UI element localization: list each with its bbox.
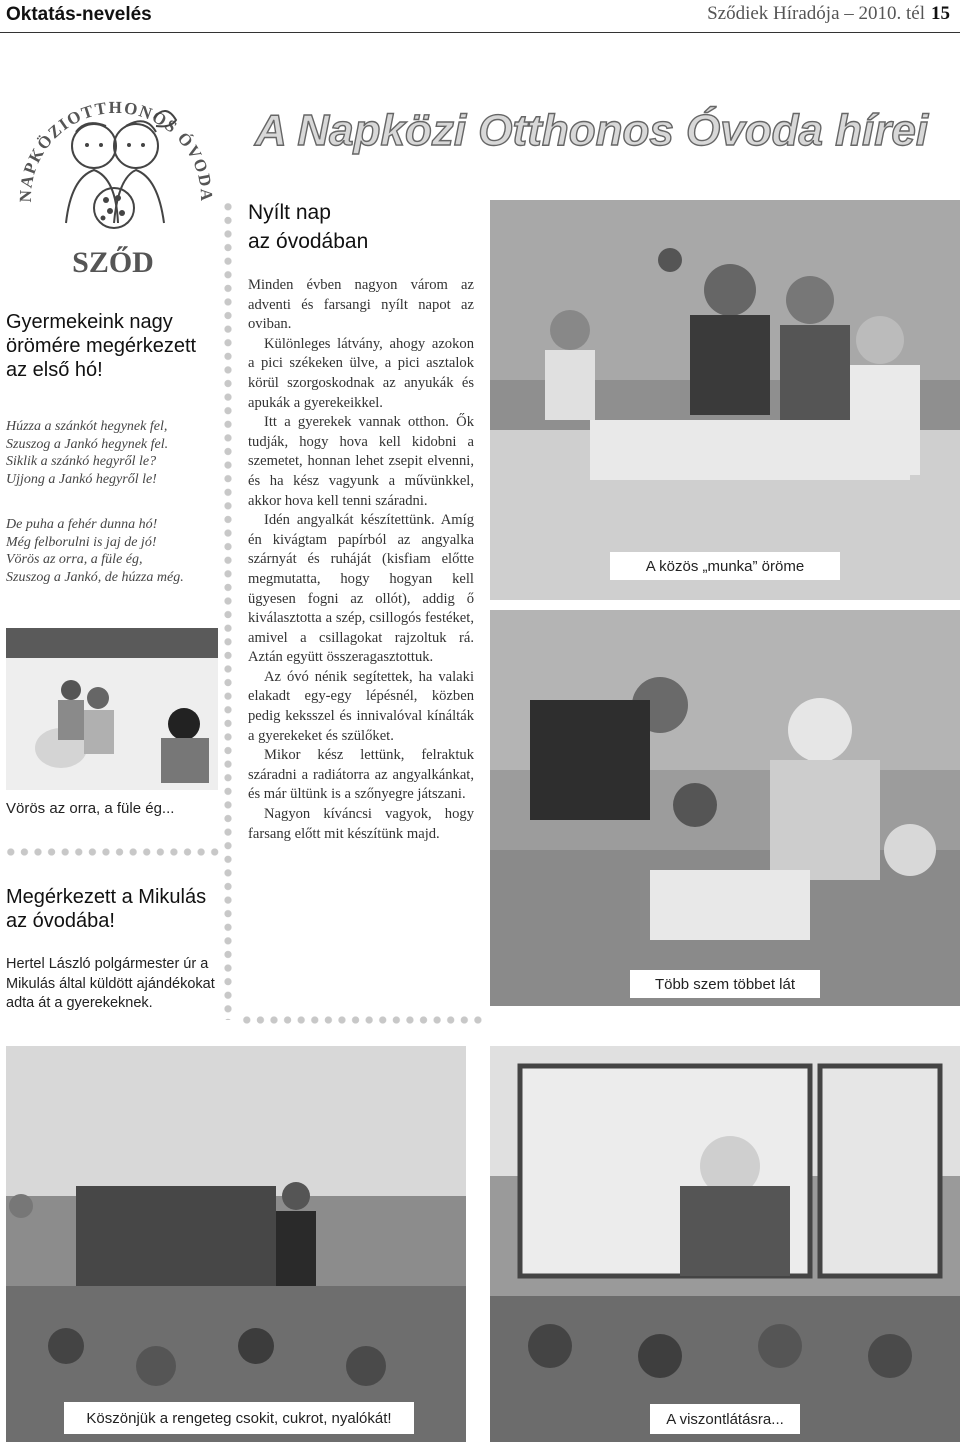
open-day-title-line: Nyílt nap	[248, 201, 331, 224]
poem-stanza-2	[6, 516, 221, 586]
logo-arc-text: NAPKÖZIOTTHONOS ÓVODA	[6, 48, 20, 49]
snow-photo	[6, 628, 218, 790]
publication-info	[707, 3, 950, 25]
farewell-photo	[490, 1046, 960, 1442]
poem-line: Szuszog a Jankó, de húzza még.	[6, 569, 184, 585]
article-paragraph: Minden évben nagyon várom az adventi és farsangi nyílt napot az oviban.	[248, 277, 474, 333]
poem-line: Siklik a szánkó hegyről le?	[6, 454, 157, 470]
craft-photo-caption: A közös „munka” öröme	[610, 552, 840, 580]
open-day-title	[248, 198, 368, 256]
poem-line: Még felborulni is jaj de jó!	[6, 534, 157, 550]
page-header	[0, 0, 960, 33]
poem-line: Húzza a szánkót hegynek fel,	[6, 419, 168, 434]
poem-line: Ujjong a Jankó hegyről le!	[6, 471, 157, 487]
dotted-separator	[240, 1016, 484, 1024]
logo-bottom-text: SZŐD	[72, 246, 154, 279]
article-paragraph: Az óvó nénik segítettek, ha valaki elakadt egy-egy lépésnél, közben pedig keksszel és innivalóval kínálták a gyerekeket és szülőket.	[248, 668, 474, 744]
dotted-separator	[4, 848, 222, 856]
poem-stanza-1	[6, 418, 221, 488]
banner-title-text: A Napközi Otthonos Óvoda hírei	[255, 106, 929, 155]
section-title: Oktatás-nevelés	[6, 4, 152, 25]
snow-heading: Gyermekeink nagy örömére megérkezett az első hó!	[6, 311, 197, 381]
santa-gifts-caption: Köszönjük a rengeteg csokit, cukrot, nyalókát!	[64, 1402, 414, 1434]
article-paragraph: Mikor kész lettünk, felraktuk száradni a radiátorra az angyalkánkat, és már ültünk is a szőnyegre játszani.	[248, 747, 474, 803]
svg-text:NAPKÖZIOTTHONOS ÓVODA: NAPKÖZIOTTHONOS ÓVODA	[15, 97, 217, 203]
snow-photo-caption: Vörös az orra, a füle ég...	[6, 800, 175, 817]
article-paragraph: Nagyon kíváncsi vagyok, hogy farsang előtt mit készítünk majd.	[248, 806, 474, 842]
kindergarten-logo	[6, 48, 220, 280]
poem-line: De puha a fehér dunna hó!	[6, 517, 158, 532]
workshop-photo	[490, 610, 960, 1006]
article-paragraph: Idén angyalkát készítettünk. Amíg én kivágtam papírból az angyalka szárnyát és ruháját (kisfiam előtte megmutatta, hogy hogyan kell ügyesen fogni az ollót), addig ő kiválasztotta a szép, csillogós festéket, amivel a csillagokat rajzoltuk rá. Aztán együtt összeragasztottuk.	[248, 512, 474, 666]
craft-photo	[490, 200, 960, 600]
article-paragraph: Itt a gyerekek vannak otthon. Ők tudják, hogy hova kell kidobni a szemetet, honnan lehet zsepit elvenni, és ha kész vagyunk a művünkkel, akkor hova kell tenni száradni.	[248, 414, 474, 509]
banner-title	[250, 95, 955, 165]
dotted-divider	[224, 200, 232, 1020]
publication-name: Sződiek Híradója – 2010. tél	[707, 3, 925, 24]
page-number: 15	[931, 3, 950, 24]
mikulas-heading: Megérkezett a Mikulás az óvodába!	[6, 886, 207, 932]
open-day-title-line: az óvodában	[248, 230, 369, 253]
workshop-photo-caption: Több szem többet lát	[630, 970, 820, 998]
article-paragraph: Különleges látvány, ahogy azokon a pici székeken ülve, a pici asztalok körül szorgoskodnak az anyukák és apukák a gyerekeikkel.	[248, 335, 474, 411]
poem-line: Vörös az orra, a füle ég,	[6, 552, 143, 568]
open-day-article	[248, 276, 474, 844]
farewell-caption: A viszontlátásra...	[650, 1404, 800, 1434]
poem-line: Szuszog a Jankó hegynek fel.	[6, 436, 169, 452]
santa-gifts-photo	[6, 1046, 466, 1442]
mikulas-text: Hertel László polgármester úr a Mikulás által küldött ajándékokat adta át a gyerekeknek.	[6, 956, 215, 1011]
